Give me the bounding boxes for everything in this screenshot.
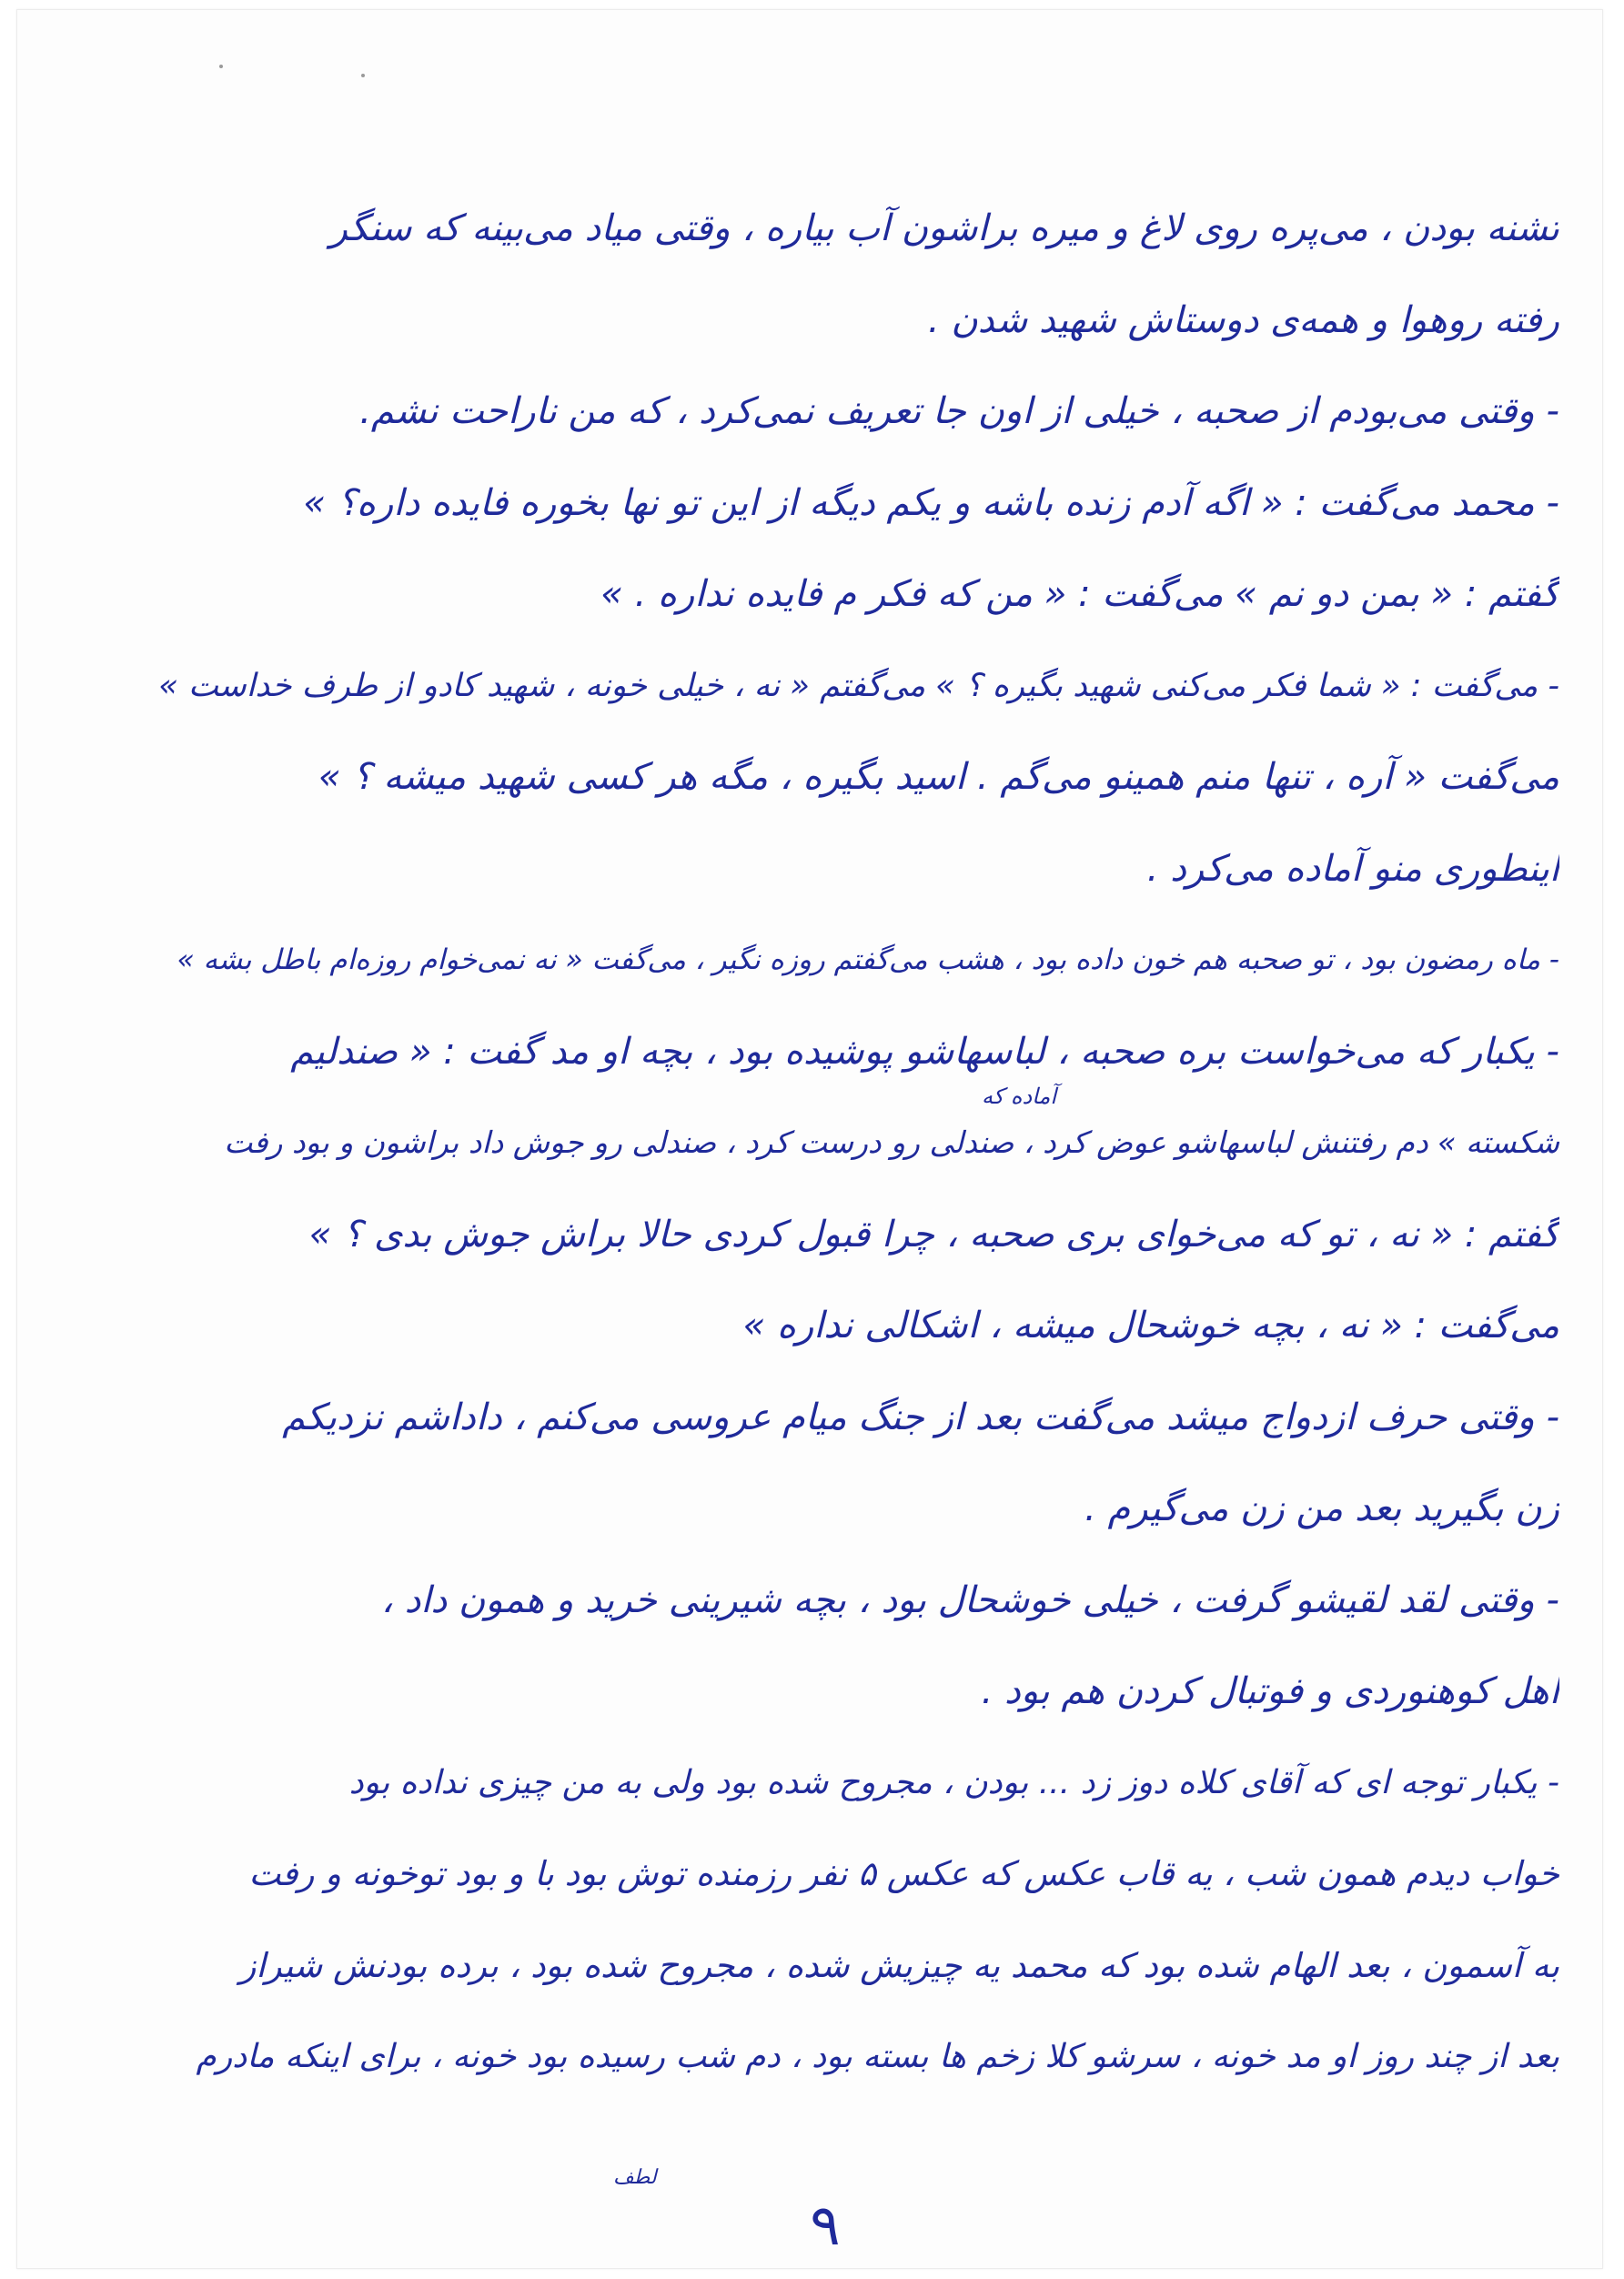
text-line: - می‌گفت : « شما فکر می‌کنی شهید بگیره ؟ » می‌گفتم « نه ، خیلی خونه ، شهید کادو از طرف خداست » xyxy=(158,667,1559,704)
text-line: اهل کوهنوردی و فوتبال کردن هم بود . xyxy=(981,1670,1559,1712)
paper-speck xyxy=(361,74,365,77)
paper-speck xyxy=(219,65,223,68)
text-line: - وقتی می‌بودم از صحبه ، خیلی از اون جا تعریف نمی‌کرد ، که من ناراحت نشم. xyxy=(359,390,1559,432)
text-line: خواب دیدم همون شب ، یه قاب عکس که عکس ۵ نفر رزمنده توش بود با و بود توخونه و رفت xyxy=(248,1854,1559,1893)
notebook-page xyxy=(16,9,1603,2269)
handwritten-text-block xyxy=(104,183,1559,2103)
text-line: می‌گفت : « نه ، بچه خوشحال میشه ، اشکالی نداره » xyxy=(742,1305,1559,1346)
text-line: تشنه بودن ، می‌پره روی لاغ و میره براشون آب بیاره ، وقتی میاد می‌بینه که سنگر xyxy=(329,207,1559,249)
text-line: - محمد می‌گفت : « اگه آدم زنده باشه و یکم دیگه از این تو نها بخوره فایده داره؟ » xyxy=(303,481,1559,524)
text-line: - وقتی لقد لقیشو گرفت ، خیلی خوشحال بود ، بچه شیرینی خرید و همون داد ، xyxy=(380,1578,1559,1621)
text-line: اینطوری منو آماده می‌کرد . xyxy=(1146,847,1559,890)
text-line: زن بگیرید بعد من زن می‌گیرم . xyxy=(1084,1487,1559,1529)
text-line: گفتم : « نه ، تو که می‌خوای بری صحبه ، چرا قبول کردی حالا براش جوش بدی ؟ » xyxy=(308,1213,1559,1255)
text-line: - یکبار که می‌خواست بره صحبه ، لباسهاشو پوشیده بود ، بچه او مد گفت : « صندلیم xyxy=(290,1030,1559,1073)
text-line: گفتم : « بمن دو نم » می‌گفت : « من که فکر م فایده نداره . » xyxy=(600,573,1559,615)
text-line: - ماه رمضون بود ، تو صحبه هم خون داده بود ، هشب می‌گفتم روزه نگیر ، می‌گفت « نه نمی‌خوام روزه‌ام باطل بشه » xyxy=(177,943,1559,976)
inserted-note: آماده که xyxy=(982,1084,1057,1109)
text-line: می‌گفت « آره ، تنها منم همینو می‌گم . اسید بگیره ، مگه هر کسی شهید میشه ؟ » xyxy=(318,756,1559,798)
text-line: شکسته » دم رفتنش لباسهاشو عوض کرد ، صندلی رو درست کرد ، صندلی رو جوش داد براشون و بود رفت xyxy=(224,1124,1559,1160)
text-line: رفته روهوا و همه‌ی دوستاش شهید شدن . xyxy=(927,298,1559,341)
text-line: - وقتی حرف ازدواج میشد می‌گفت بعد از جنگ میام عروسی می‌کنم ، داداشم نزدیکم xyxy=(282,1396,1559,1438)
page-number: ۹ xyxy=(810,2192,841,2258)
inserted-note: لطف xyxy=(613,2166,657,2189)
text-line: به آسمون ، بعد الهام شده بود که محمد یه چیزیش شده ، مجروح شده بود ، برده بودنش شیراز xyxy=(239,1945,1559,1985)
text-line: - یکبار توجه ای که آقای کلاه دوز زد ... بودن ، مجروح شده بود ولی به من چیزی نداده بود xyxy=(348,1763,1559,1801)
text-line: بعد از چند روز او مد خونه ، سرشو کلا زخم ها بسته بود ، دم شب رسیده بود خونه ، برای اینکه مادرم xyxy=(196,2038,1559,2075)
